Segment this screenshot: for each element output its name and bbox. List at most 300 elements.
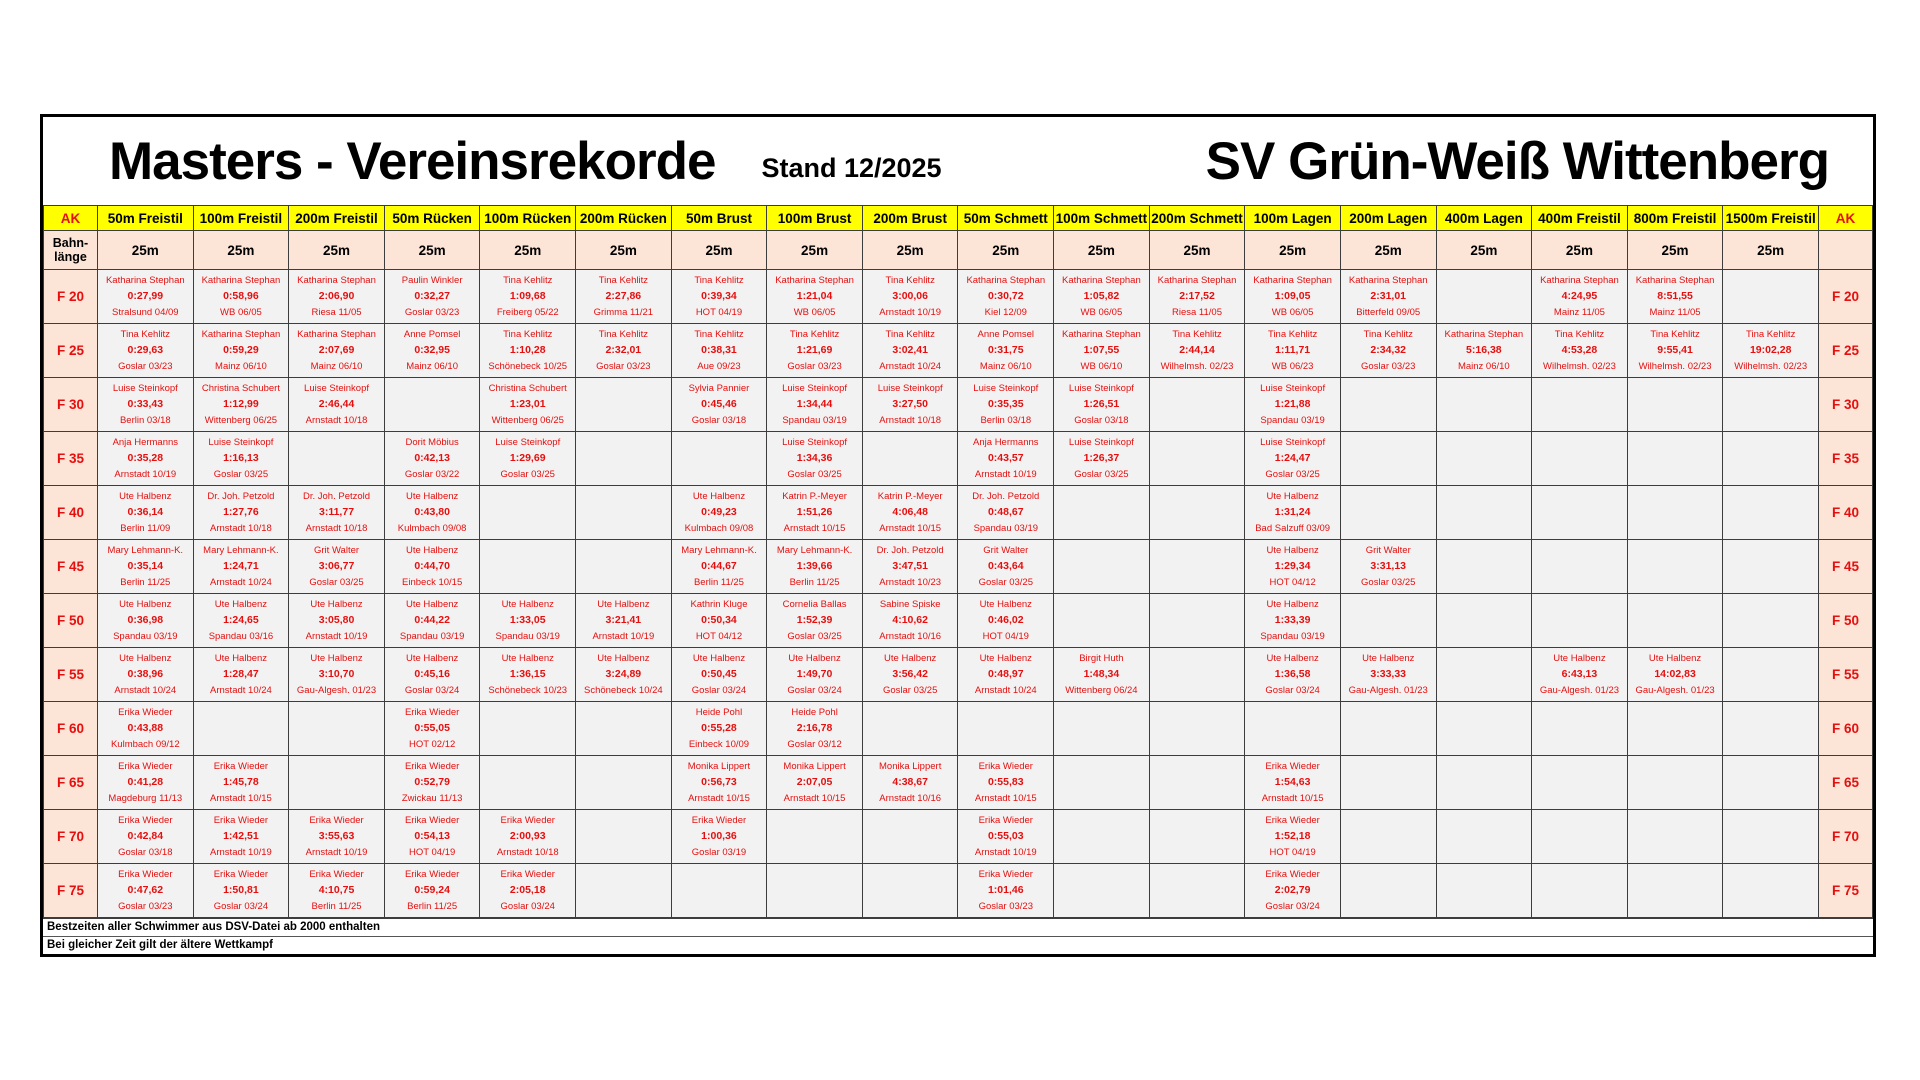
record-holder: Ute Halbenz bbox=[119, 491, 172, 503]
record-holder: Christina Schubert bbox=[488, 383, 567, 395]
record-time: 2:07,05 bbox=[796, 776, 833, 789]
record-venue: Goslar 03/25 bbox=[309, 576, 364, 588]
record-venue: Berlin 11/25 bbox=[407, 900, 458, 912]
record-time: 4:10,62 bbox=[892, 614, 928, 627]
record-cell bbox=[384, 540, 480, 594]
record-time: 1:29,34 bbox=[1274, 560, 1311, 573]
pool-length-value-14: 25m bbox=[1436, 231, 1532, 270]
record-time: 1:28,47 bbox=[223, 668, 259, 681]
record-cell bbox=[384, 648, 480, 702]
record-cell bbox=[480, 270, 576, 324]
record-time: 1:21,88 bbox=[1274, 398, 1311, 411]
record-time: 4:38,67 bbox=[892, 776, 928, 789]
record-holder: Katharina Stephan bbox=[1253, 275, 1332, 287]
record-time: 0:52,79 bbox=[414, 776, 450, 789]
record-time: 0:59,29 bbox=[223, 344, 259, 357]
record-holder: Tina Kehlitz bbox=[598, 329, 648, 341]
record-cell bbox=[1054, 270, 1150, 324]
empty-cell bbox=[1340, 864, 1436, 918]
record-cell bbox=[1245, 270, 1341, 324]
record-time: 0:48,67 bbox=[987, 506, 1024, 519]
empty-cell bbox=[576, 378, 672, 432]
record-venue: Wilhelmsh. 02/23 bbox=[1734, 360, 1808, 372]
age-group-label-right: F 60 bbox=[1819, 702, 1873, 756]
ak-header-left: AK bbox=[44, 206, 98, 231]
record-time: 0:45,16 bbox=[414, 668, 450, 681]
record-holder: Ute Halbenz bbox=[214, 599, 268, 611]
record-venue: Mainz 06/10 bbox=[1457, 360, 1510, 372]
record-time: 3:47,51 bbox=[892, 560, 928, 573]
empty-cell bbox=[289, 756, 385, 810]
empty-cell bbox=[1436, 648, 1532, 702]
record-holder: Ute Halbenz bbox=[405, 491, 459, 503]
record-holder: Ute Halbenz bbox=[1266, 491, 1319, 503]
record-time: 0:39,34 bbox=[701, 290, 737, 303]
empty-cell bbox=[1054, 486, 1150, 540]
record-venue: Berlin 03/18 bbox=[980, 414, 1032, 426]
record-time: 0:38,31 bbox=[701, 344, 737, 357]
empty-cell bbox=[1627, 594, 1723, 648]
empty-cell bbox=[576, 702, 672, 756]
record-time: 1:34,44 bbox=[796, 398, 833, 411]
record-holder: Luise Steinkopf bbox=[112, 383, 178, 395]
record-venue: Goslar 03/23 bbox=[118, 900, 173, 912]
stand-date: Stand 12/2025 bbox=[761, 152, 942, 183]
record-holder: Monika Lippert bbox=[879, 761, 942, 773]
column-header-16: 800m Freistil bbox=[1627, 206, 1723, 231]
record-cell bbox=[480, 594, 576, 648]
record-venue: Arnstadt 10/15 bbox=[783, 522, 846, 534]
age-group-label-right: F 30 bbox=[1819, 378, 1873, 432]
record-time: 0:31,75 bbox=[987, 344, 1024, 357]
empty-cell bbox=[480, 702, 576, 756]
column-header-12: 100m Lagen bbox=[1245, 206, 1341, 231]
record-time: 19:02,28 bbox=[1749, 344, 1792, 357]
record-time: 0:46,02 bbox=[987, 614, 1024, 627]
records-sheet bbox=[40, 114, 1876, 957]
record-cell bbox=[1436, 324, 1532, 378]
record-cell bbox=[384, 324, 480, 378]
empty-cell bbox=[1436, 702, 1532, 756]
age-group-row-f25 bbox=[44, 324, 1873, 378]
age-group-label-left: F 40 bbox=[44, 486, 98, 540]
record-holder: Luise Steinkopf bbox=[1068, 437, 1134, 449]
record-time: 0:44,67 bbox=[701, 560, 737, 573]
column-header-0: 50m Freistil bbox=[98, 206, 194, 231]
record-cell bbox=[1245, 432, 1341, 486]
record-time: 0:45,46 bbox=[701, 398, 737, 411]
record-venue: Goslar 03/25 bbox=[1361, 576, 1416, 588]
record-venue: Wilhelmsh. 02/23 bbox=[1638, 360, 1712, 372]
column-header-10: 100m Schmett bbox=[1054, 206, 1150, 231]
record-time: 2:00,93 bbox=[509, 830, 546, 843]
record-cell bbox=[384, 810, 480, 864]
record-time: 0:56,73 bbox=[701, 776, 737, 789]
record-venue: Mainz 06/10 bbox=[215, 360, 267, 372]
record-holder: Tina Kehlitz bbox=[503, 329, 553, 341]
age-group-label-right: F 75 bbox=[1819, 864, 1873, 918]
record-time: 2:02,79 bbox=[1274, 884, 1311, 897]
empty-cell bbox=[1149, 540, 1245, 594]
record-cell bbox=[384, 486, 480, 540]
record-cell bbox=[1245, 540, 1341, 594]
record-time: 6:43,13 bbox=[1561, 668, 1598, 681]
record-venue: Freiberg 05/22 bbox=[496, 306, 559, 318]
record-time: 0:59,24 bbox=[414, 884, 450, 897]
record-venue: Spandau 03/19 bbox=[399, 630, 465, 642]
record-venue: Arnstadt 10/24 bbox=[210, 576, 272, 588]
record-holder: Mary Lehmann-K. bbox=[776, 545, 853, 557]
record-holder: Tina Kehlitz bbox=[885, 275, 935, 287]
record-cell bbox=[480, 864, 576, 918]
record-time: 2:07,69 bbox=[318, 344, 355, 357]
record-cell bbox=[384, 756, 480, 810]
record-venue: Arnstadt 10/15 bbox=[210, 792, 272, 804]
record-holder: Erika Wieder bbox=[978, 761, 1033, 773]
record-time: 0:47,62 bbox=[127, 884, 164, 897]
record-holder: Erika Wieder bbox=[404, 761, 460, 773]
record-holder: Christina Schubert bbox=[201, 383, 280, 395]
column-header-3: 50m Rücken bbox=[384, 206, 480, 231]
record-time: 1:10,28 bbox=[509, 344, 546, 357]
record-venue: Goslar 03/25 bbox=[500, 468, 555, 480]
record-venue: Spandau 03/19 bbox=[973, 522, 1039, 534]
record-cell bbox=[671, 594, 767, 648]
record-venue: Berlin 11/25 bbox=[789, 576, 840, 588]
empty-cell bbox=[1054, 594, 1150, 648]
empty-cell bbox=[1436, 594, 1532, 648]
record-venue: Kulmbach 09/08 bbox=[397, 522, 467, 534]
age-group-label-left: F 20 bbox=[44, 270, 98, 324]
record-cell bbox=[1532, 324, 1628, 378]
empty-cell bbox=[1149, 432, 1245, 486]
record-venue: HOT 02/12 bbox=[408, 738, 456, 750]
record-cell bbox=[98, 702, 194, 756]
record-time: 3:21,41 bbox=[605, 614, 642, 627]
empty-cell bbox=[1723, 378, 1819, 432]
record-cell bbox=[193, 324, 289, 378]
record-venue: Wittenberg 06/25 bbox=[491, 414, 564, 426]
record-time: 1:52,18 bbox=[1274, 830, 1311, 843]
empty-cell bbox=[1723, 540, 1819, 594]
record-venue: Goslar 03/24 bbox=[691, 684, 747, 696]
record-cell bbox=[576, 324, 672, 378]
record-time: 3:55,63 bbox=[318, 830, 355, 843]
record-cell bbox=[671, 378, 767, 432]
record-venue: Goslar 03/18 bbox=[691, 414, 747, 426]
empty-cell bbox=[1054, 756, 1150, 810]
record-venue: Goslar 03/24 bbox=[1265, 900, 1320, 912]
record-holder: Katharina Stephan bbox=[1157, 275, 1237, 287]
record-time: 1:07,55 bbox=[1083, 344, 1120, 357]
record-cell bbox=[576, 648, 672, 702]
pool-length-value-3: 25m bbox=[384, 231, 480, 270]
record-time: 1:23,01 bbox=[509, 398, 546, 411]
record-holder: Erika Wieder bbox=[1265, 761, 1320, 773]
record-cell bbox=[958, 270, 1054, 324]
record-venue: Magdeburg 11/13 bbox=[108, 792, 183, 804]
record-cell bbox=[958, 648, 1054, 702]
record-venue: Goslar 03/25 bbox=[787, 468, 842, 480]
record-venue: Berlin 11/09 bbox=[120, 522, 171, 534]
record-holder: Erika Wieder bbox=[404, 707, 460, 719]
page-title: Masters - Vereinsrekorde bbox=[109, 131, 716, 191]
record-time: 1:09,05 bbox=[1274, 290, 1311, 303]
empty-cell bbox=[1627, 756, 1723, 810]
record-cell bbox=[384, 432, 480, 486]
record-cell bbox=[193, 540, 289, 594]
record-cell bbox=[862, 324, 958, 378]
pool-length-value-13: 25m bbox=[1340, 231, 1436, 270]
record-time: 0:29,63 bbox=[127, 344, 164, 357]
record-holder: Ute Halbenz bbox=[405, 599, 459, 611]
record-cell bbox=[193, 864, 289, 918]
record-time: 0:50,34 bbox=[701, 614, 737, 627]
record-venue: Goslar 03/24 bbox=[1265, 684, 1320, 696]
record-venue: Arnstadt 10/15 bbox=[1261, 792, 1324, 804]
record-time: 0:35,14 bbox=[127, 560, 164, 573]
age-group-label-right: F 55 bbox=[1819, 648, 1873, 702]
empty-cell bbox=[1340, 702, 1436, 756]
empty-cell bbox=[1340, 810, 1436, 864]
record-time: 5:16,38 bbox=[1466, 344, 1502, 357]
record-holder: Grit Walter bbox=[983, 545, 1029, 557]
empty-cell bbox=[1340, 756, 1436, 810]
record-cell bbox=[193, 810, 289, 864]
record-cell bbox=[671, 486, 767, 540]
record-venue: Gau-Algesh. 01/23 bbox=[296, 684, 377, 696]
record-venue: Schönebeck 10/23 bbox=[488, 684, 568, 696]
record-holder: Heide Pohl bbox=[791, 707, 838, 719]
age-group-label-left: F 55 bbox=[44, 648, 98, 702]
record-cell bbox=[958, 486, 1054, 540]
record-holder: Anja Hermanns bbox=[112, 437, 179, 449]
empty-cell bbox=[862, 810, 958, 864]
record-holder: Tina Kehlitz bbox=[120, 329, 170, 341]
record-holder: Katharina Stephan bbox=[1062, 329, 1141, 341]
record-holder: Erika Wieder bbox=[500, 869, 555, 881]
column-header-14: 400m Lagen bbox=[1436, 206, 1532, 231]
record-cell bbox=[958, 864, 1054, 918]
record-venue: Einbeck 10/15 bbox=[402, 576, 463, 588]
pool-length-value-17: 25m bbox=[1723, 231, 1819, 270]
record-time: 0:43,80 bbox=[414, 506, 450, 519]
pool-length-value-5: 25m bbox=[576, 231, 672, 270]
record-holder: Tina Kehlitz bbox=[885, 329, 935, 341]
record-cell bbox=[1245, 486, 1341, 540]
record-time: 0:43,88 bbox=[127, 722, 164, 735]
column-header-1: 100m Freistil bbox=[193, 206, 289, 231]
empty-cell bbox=[1149, 702, 1245, 756]
record-holder: Ute Halbenz bbox=[1266, 545, 1319, 557]
record-holder: Katharina Stephan bbox=[201, 329, 281, 341]
empty-cell bbox=[1532, 702, 1628, 756]
record-cell bbox=[862, 378, 958, 432]
record-venue: Goslar 03/22 bbox=[404, 468, 460, 480]
age-group-label-left: F 70 bbox=[44, 810, 98, 864]
record-holder: Dr. Joh. Petzold bbox=[207, 491, 275, 503]
record-holder: Tina Kehlitz bbox=[503, 275, 553, 287]
record-holder: Ute Halbenz bbox=[1553, 653, 1606, 665]
record-cell bbox=[289, 594, 385, 648]
record-cell bbox=[862, 270, 958, 324]
empty-cell bbox=[1436, 432, 1532, 486]
record-venue: Goslar 03/12 bbox=[787, 738, 842, 750]
record-time: 3:06,77 bbox=[318, 560, 355, 573]
record-holder: Erika Wieder bbox=[213, 761, 269, 773]
empty-cell bbox=[576, 810, 672, 864]
record-venue: Arnstadt 10/23 bbox=[879, 576, 942, 588]
record-cell bbox=[1245, 756, 1341, 810]
empty-cell bbox=[1054, 702, 1150, 756]
record-cell bbox=[767, 432, 863, 486]
record-venue: Goslar 03/18 bbox=[118, 846, 173, 858]
record-venue: Goslar 03/25 bbox=[882, 684, 938, 696]
record-venue: Arnstadt 10/19 bbox=[114, 468, 177, 480]
record-time: 1:51,26 bbox=[796, 506, 833, 519]
record-venue: Goslar 03/23 bbox=[404, 306, 460, 318]
empty-cell bbox=[1245, 702, 1341, 756]
record-venue: WB 06/05 bbox=[220, 306, 262, 318]
record-time: 0:33,43 bbox=[127, 398, 164, 411]
record-cell bbox=[1532, 648, 1628, 702]
age-group-label-left: F 65 bbox=[44, 756, 98, 810]
empty-cell bbox=[1149, 648, 1245, 702]
record-time: 0:32,95 bbox=[414, 344, 450, 357]
column-header-5: 200m Rücken bbox=[576, 206, 672, 231]
record-cell bbox=[767, 486, 863, 540]
record-holder: Sylvia Pannier bbox=[688, 383, 750, 395]
age-group-row-f30 bbox=[44, 378, 1873, 432]
record-holder: Katrin P.-Meyer bbox=[782, 491, 847, 503]
record-cell bbox=[1340, 540, 1436, 594]
empty-cell bbox=[1340, 594, 1436, 648]
empty-cell bbox=[1723, 432, 1819, 486]
empty-cell bbox=[1149, 594, 1245, 648]
record-venue: Arnstadt 10/15 bbox=[688, 792, 750, 804]
empty-cell bbox=[1532, 594, 1628, 648]
record-cell bbox=[98, 864, 194, 918]
record-holder: Ute Halbenz bbox=[119, 653, 172, 665]
pool-length-label-line: Bahn- bbox=[52, 235, 89, 250]
empty-cell bbox=[1723, 270, 1819, 324]
empty-cell bbox=[384, 378, 480, 432]
record-holder: Ute Halbenz bbox=[310, 599, 363, 611]
record-venue: Gau-Algesh. 01/23 bbox=[1635, 684, 1715, 696]
record-time: 0:44,22 bbox=[414, 614, 450, 627]
record-venue: Mainz 06/10 bbox=[310, 360, 363, 372]
empty-cell bbox=[767, 810, 863, 864]
record-holder: Erika Wieder bbox=[118, 707, 173, 719]
age-group-label-left: F 45 bbox=[44, 540, 98, 594]
record-time: 0:55,83 bbox=[987, 776, 1024, 789]
record-cell bbox=[862, 486, 958, 540]
record-cell bbox=[193, 432, 289, 486]
record-holder: Katharina Stephan bbox=[1444, 329, 1524, 341]
record-venue: Goslar 03/24 bbox=[213, 900, 269, 912]
age-group-label-left: F 35 bbox=[44, 432, 98, 486]
empty-cell bbox=[1340, 432, 1436, 486]
record-venue: Goslar 03/25 bbox=[1074, 468, 1129, 480]
empty-cell bbox=[1532, 540, 1628, 594]
record-venue: HOT 04/19 bbox=[695, 306, 743, 318]
record-venue: Arnstadt 10/15 bbox=[783, 792, 846, 804]
record-venue: Gau-Algesh. 01/23 bbox=[1348, 684, 1428, 696]
record-venue: Spandau 03/19 bbox=[1260, 414, 1325, 426]
record-time: 2:32,01 bbox=[605, 344, 642, 357]
record-cell bbox=[289, 864, 385, 918]
record-holder: Katharina Stephan bbox=[1348, 275, 1428, 287]
record-holder: Luise Steinkopf bbox=[495, 437, 561, 449]
record-cell bbox=[671, 756, 767, 810]
record-time: 3:10,70 bbox=[318, 668, 355, 681]
record-venue: Arnstadt 10/16 bbox=[879, 792, 942, 804]
record-holder: Monika Lippert bbox=[783, 761, 846, 773]
record-time: 2:17,52 bbox=[1179, 290, 1215, 303]
record-venue: Arnstadt 10/24 bbox=[210, 684, 272, 696]
record-venue: Kulmbach 09/12 bbox=[110, 738, 180, 750]
record-venue: Berlin 11/25 bbox=[311, 900, 362, 912]
empty-cell bbox=[1627, 378, 1723, 432]
record-cell bbox=[1627, 648, 1723, 702]
record-time: 3:27,50 bbox=[892, 398, 928, 411]
record-time: 0:55,05 bbox=[414, 722, 450, 735]
record-time: 0:35,35 bbox=[987, 398, 1024, 411]
record-time: 9:55,41 bbox=[1657, 344, 1693, 357]
record-holder: Anne Pomsel bbox=[977, 329, 1035, 341]
record-venue: Goslar 03/24 bbox=[404, 684, 460, 696]
record-venue: Goslar 03/23 bbox=[596, 360, 651, 372]
record-venue: WB 06/05 bbox=[1271, 306, 1314, 318]
empty-cell bbox=[1627, 540, 1723, 594]
record-time: 1:16,13 bbox=[223, 452, 259, 465]
empty-cell bbox=[1340, 378, 1436, 432]
record-time: 14:02,83 bbox=[1654, 668, 1696, 681]
pool-length-label-line: länge bbox=[54, 250, 87, 264]
record-holder: Luise Steinkopf bbox=[208, 437, 274, 449]
record-holder: Erika Wieder bbox=[500, 815, 555, 827]
record-cell bbox=[958, 432, 1054, 486]
age-group-row-f20 bbox=[44, 270, 1873, 324]
record-cell bbox=[384, 270, 480, 324]
record-time: 4:53,28 bbox=[1561, 344, 1598, 357]
record-holder: Mary Lehmann-K. bbox=[107, 545, 184, 557]
record-holder: Erika Wieder bbox=[691, 815, 747, 827]
age-group-label-right: F 50 bbox=[1819, 594, 1873, 648]
record-cell bbox=[1149, 270, 1245, 324]
record-venue: Spandau 03/19 bbox=[1260, 630, 1325, 642]
record-cell bbox=[671, 648, 767, 702]
record-venue: Riesa 11/05 bbox=[311, 306, 362, 318]
age-group-label-left: F 75 bbox=[44, 864, 98, 918]
record-cell bbox=[193, 594, 289, 648]
record-venue: Wittenberg 06/25 bbox=[204, 414, 278, 426]
record-cell bbox=[671, 540, 767, 594]
record-venue: Arnstadt 10/19 bbox=[974, 468, 1037, 480]
record-cell bbox=[1054, 378, 1150, 432]
record-time: 3:05,80 bbox=[318, 614, 355, 627]
record-cell bbox=[1054, 324, 1150, 378]
record-venue: Goslar 03/23 bbox=[118, 360, 173, 372]
age-group-row-f55 bbox=[44, 648, 1873, 702]
empty-cell bbox=[767, 864, 863, 918]
record-venue: Aue 09/23 bbox=[697, 360, 741, 372]
record-holder: Ute Halbenz bbox=[119, 599, 172, 611]
record-time: 0:49,23 bbox=[701, 506, 737, 519]
record-cell bbox=[767, 648, 863, 702]
record-holder: Birgit Huth bbox=[1079, 653, 1124, 665]
empty-cell bbox=[862, 432, 958, 486]
